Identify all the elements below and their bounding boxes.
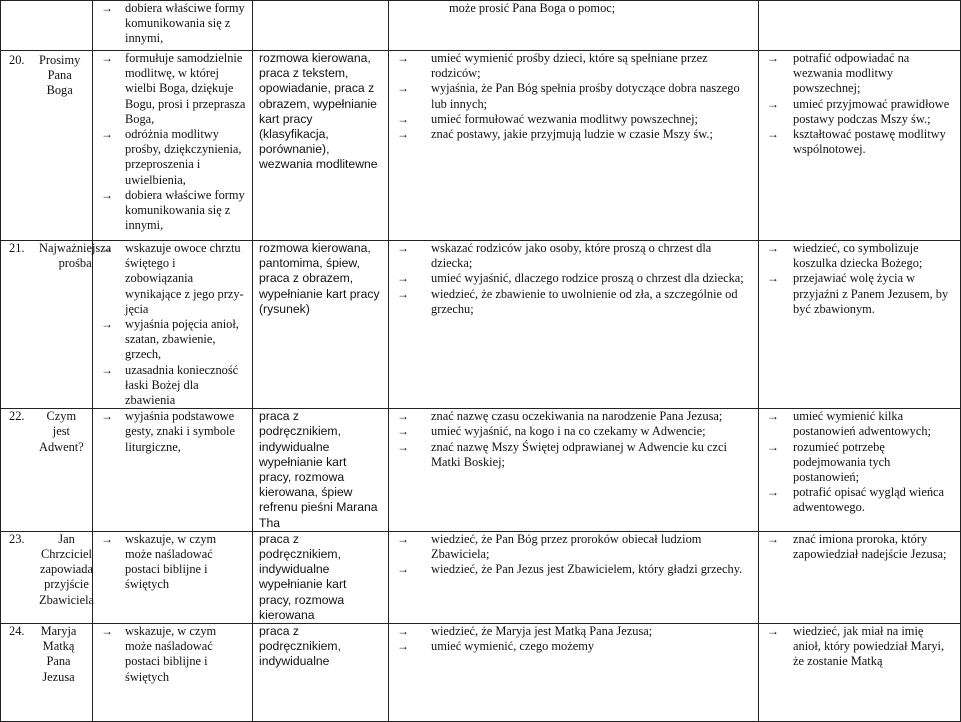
goals-cell xyxy=(389,1,759,51)
row-number: 20. xyxy=(9,53,25,67)
row-number: 21. xyxy=(9,241,25,255)
outcomes-list xyxy=(765,409,954,515)
outcomes-list xyxy=(765,241,954,317)
goal-item: → umieć wymienić prośby dzieci, które są spełniane przez rodziców; xyxy=(395,51,752,81)
outcome-item: → potrafić odpowiadać na wezwania modlitwy powszechnej; xyxy=(765,51,954,97)
table-row-continuation xyxy=(1,1,961,51)
row-number: 24. xyxy=(9,624,25,639)
goals-cell xyxy=(389,531,759,623)
outcomes-cell xyxy=(759,531,961,623)
goal-item: → umieć wyjaśnić, dlaczego rodzice proszą o chrzest dla dziecka; xyxy=(395,271,752,286)
outcomes-cell xyxy=(759,1,961,51)
topic-cell xyxy=(1,241,112,409)
content-cell xyxy=(93,409,253,532)
goals-cell xyxy=(389,624,759,722)
topic-title: Prosimy Pana Boga xyxy=(39,53,81,98)
content-item: → wyjaśnia podstawowe gesty, znaki i symbole liturgiczne, xyxy=(99,409,246,455)
row-number: 23. xyxy=(9,531,25,546)
methods-cell xyxy=(253,1,389,51)
topic-cell xyxy=(1,51,93,241)
goal-item: → wiedzieć, że Maryja jest Matką Pana Jezusa; xyxy=(395,624,752,639)
methods-text: praca z podręcznikiem, indywidualne wypełnianie kart pracy, rozmowa kierowana xyxy=(259,531,347,622)
topic-title: Maryja Matką Pana Jezusa xyxy=(40,624,77,684)
outcomes-cell xyxy=(759,409,961,532)
goals-cell xyxy=(389,241,759,409)
goals-list xyxy=(395,241,752,317)
content-item: → wyjaśnia pojęcia anioł, szatan, zbawienie, grzech, xyxy=(99,317,246,363)
goal-item: → znać postawy, jakie przyjmują ludzie w czasie Mszy św.; xyxy=(395,127,752,142)
methods-text: praca z podręcznikiem, indywidualne xyxy=(259,624,341,669)
methods-cell xyxy=(253,624,389,722)
table-row xyxy=(1,51,961,241)
outcomes-list xyxy=(765,624,954,670)
content-item: → odróżnia modlitwy prośby, dziękczynienia, przeproszenia i uwielbienia, xyxy=(99,127,246,188)
methods-text: praca z podręcznikiem, indywidualne wypełnianie kart pracy, rozmowa kierowana, śpiew refrenu pieśni Marana Tha xyxy=(259,409,378,530)
content-item: → dobiera właściwe formy komunikowania się z innymi, xyxy=(99,1,246,47)
content-cell xyxy=(93,51,253,241)
goal-item: → wiedzieć, że zbawienie to uwolnienie od zła, a szczególnie od grzechu; xyxy=(395,287,752,317)
content-list xyxy=(99,241,246,408)
outcomes-list xyxy=(765,532,954,562)
methods-cell xyxy=(253,409,389,532)
content-cell xyxy=(93,241,253,409)
goal-item: → wiedzieć, że Pan Bóg przez proroków obiecał ludziom Zbawiciela; xyxy=(395,532,752,562)
table-row xyxy=(1,409,961,532)
content-list xyxy=(99,1,246,47)
goals-list xyxy=(395,51,752,142)
goal-item: → znać nazwę czasu oczekiwania na narodzenie Pana Jezusa; xyxy=(395,409,752,424)
outcome-item: → znać imiona proroka, który zapowiedział nadejście Jezusa; xyxy=(765,532,954,562)
content-item: → formułuje samodzielnie modlitwę, w której wielbi Boga, dziękuje Bogu, prosi i przeprasza Boga, xyxy=(99,51,246,127)
content-cell xyxy=(93,624,253,722)
outcomes-cell xyxy=(759,51,961,241)
goal-item: → umieć wymienić, czego możemy xyxy=(395,639,752,654)
outcome-item: → wiedzieć, co symbolizuje koszulka dziecka Bożego; xyxy=(765,241,954,271)
content-list xyxy=(99,532,246,593)
content-list xyxy=(99,409,246,455)
goals-list xyxy=(395,624,752,654)
goals-cell xyxy=(389,51,759,241)
outcome-item: → umieć wymienić kilka postanowień adwentowych; xyxy=(765,409,954,439)
goals-tail: może prosić Pana Boga o pomoc; xyxy=(449,1,616,15)
content-list xyxy=(99,51,246,233)
outcomes-cell xyxy=(759,241,961,409)
topic-title: Najważniejsza prośba xyxy=(39,241,112,271)
methods-cell xyxy=(253,51,389,241)
outcomes-list xyxy=(765,51,954,157)
content-item: → wskazuje, w czym może naśladować postaci biblijne i świętych xyxy=(99,532,246,593)
content-cell xyxy=(93,1,253,51)
goals-list xyxy=(395,409,752,470)
methods-text: rozmowa kierowana, pantomima, śpiew, praca z obrazem, wypełnianie kart pracy (rysunek) xyxy=(259,241,380,316)
outcome-item: → kształtować postawę modlitwy wspólnotowej. xyxy=(765,127,954,157)
outcome-item: → umieć przyjmować prawidłowe postawy podczas Mszy św.; xyxy=(765,97,954,127)
topic-cell xyxy=(1,531,93,623)
content-item: → wskazuje owoce chrztu świętego i zobowiązania wynikające z jego przy-jęcia xyxy=(99,241,246,317)
goals-list xyxy=(395,532,752,578)
outcome-item: → rozumieć potrzebę podejmowania tych postanowień; xyxy=(765,440,954,486)
goal-item: → wskazać rodziców jako osoby, które proszą o chrzest dla dziecka; xyxy=(395,241,752,271)
methods-cell xyxy=(253,241,389,409)
table-row xyxy=(1,531,961,623)
methods-text: rozmowa kierowana, praca z tekstem, opowiadanie, praca z obrazem, wypełnianie kart pracy (klasyfikacja, porównanie), wezwania modlitewne xyxy=(259,51,378,172)
topic-title: Czym jest Adwent? xyxy=(39,409,84,454)
content-item: → dobiera właściwe formy komunikowania się z innymi, xyxy=(99,188,246,234)
outcome-item: → przejawiać wolę życia w przyjaźni z Panem Jezusem, by być zbawionym. xyxy=(765,271,954,317)
outcome-item: → wiedzieć, jak miał na imię anioł, który powiedział Maryi, że zostanie Matką xyxy=(765,624,954,670)
content-item: → uzasadnia konieczność łaski Bożej dla zbawienia xyxy=(99,363,246,409)
goal-item: → znać nazwę Mszy Świętej odprawianej w Adwencie ku czci Matki Boskiej; xyxy=(395,440,752,470)
goal-item: → umieć wyjaśnić, na kogo i na co czekamy w Adwencie; xyxy=(395,424,752,439)
topic-cell xyxy=(1,624,93,722)
goal-item: → wyjaśnia, że Pan Bóg spełnia prośby dotyczące dobra naszego lub innych; xyxy=(395,81,752,111)
goal-item: → umieć formułować wezwania modlitwy powszechnej; xyxy=(395,112,752,127)
topic-cell xyxy=(1,409,93,532)
table-row xyxy=(1,624,961,722)
content-list xyxy=(99,624,246,685)
table-row xyxy=(1,241,961,409)
goal-item: → wiedzieć, że Pan Jezus jest Zbawicielem, który gładzi grzechy. xyxy=(395,562,752,577)
content-cell xyxy=(93,531,253,623)
topic-cell xyxy=(1,1,93,51)
methods-cell xyxy=(253,531,389,623)
topic-title: Jan Chrzciciel zapowiada przyjście Zbawiciela xyxy=(39,531,95,607)
goals-cell xyxy=(389,409,759,532)
content-item: → wskazuje, w czym może naśladować postaci biblijne i świętych xyxy=(99,624,246,685)
row-number: 22. xyxy=(9,409,25,424)
outcomes-cell xyxy=(759,624,961,722)
outcome-item: → potrafić opisać wygląd wieńca adwentowego. xyxy=(765,485,954,515)
